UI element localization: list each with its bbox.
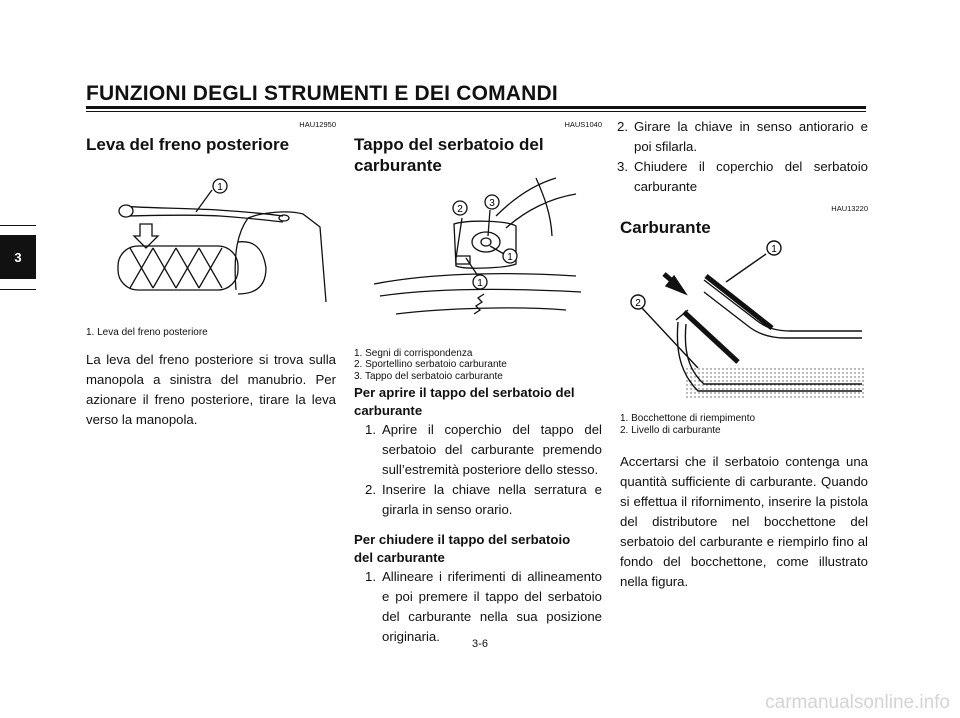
callout-number: 1	[217, 182, 223, 193]
section-code: HAU12950	[299, 120, 336, 129]
callout-number: 1	[477, 278, 483, 289]
figure-caption: 2. Livello di carburante	[620, 425, 721, 436]
figure-caption: 1. Leva del freno posteriore	[86, 327, 208, 338]
fuel-filler-neck-illustration	[626, 236, 866, 406]
section-title-fuel: Carburante	[620, 218, 711, 237]
page-number: 3-6	[472, 638, 488, 650]
figure-caption: 1. Segni di corrispondenza	[354, 348, 473, 359]
section-title-fuel-cap: Tappo del serbatoio del carburante	[354, 135, 544, 175]
chapter-tab-divider	[0, 289, 36, 290]
section-code: HAUS1040	[564, 120, 602, 129]
open-fuel-cap-heading: Per aprire il tappo del serbatoio del carburante	[354, 385, 575, 418]
list-item: 1. Allineare i riferimenti di allineamento e poi premere il tappo del serbatoio del carburante nella sua posizione originaria.	[365, 569, 602, 644]
list-item: 3. Chiudere il coperchio del serbatoio carburante	[617, 159, 868, 194]
list-item: 2. Inserire la chiave nella serratura e girarla in senso orario.	[365, 482, 602, 517]
header-rule	[86, 106, 866, 109]
continued-steps-list	[606, 117, 868, 197]
header-rule-thin	[86, 111, 866, 112]
list-item: 2. Girare la chiave in senso antiorario e poi sfilarla.	[617, 119, 868, 154]
callout-number: 1	[771, 244, 777, 255]
fuel-body-text: Accertarsi che il serbatoio contenga una quantità sufficiente di carburante. Quando si effettua il rifornimento, inserire la pistola del distributore nel bocchettone del serbatoio del carburante e riempirlo fino al fondo del bocchettone, come illustrato nella figura.	[620, 454, 868, 589]
open-steps-list	[354, 420, 602, 520]
section-code: HAU13220	[831, 204, 868, 213]
callout-number: 1	[507, 252, 513, 263]
rear-brake-lever-illustration	[98, 172, 338, 312]
list-item: 1. Aprire il coperchio del tappo del serbatoio del carburante premendo sull’estremità posteriore dello stesso.	[365, 422, 602, 477]
callout-number: 2	[457, 204, 463, 215]
close-steps-list	[354, 567, 602, 647]
close-fuel-cap-heading: Per chiudere il tappo del serbatoio del carburante	[354, 532, 571, 565]
chapter-tab: 3	[0, 235, 36, 279]
figure-caption: 1. Bocchettone di riempimento	[620, 413, 756, 424]
fuel-cap-illustration	[366, 176, 596, 336]
page-header-title: FUNZIONI DEGLI STRUMENTI E DEI COMANDI	[86, 82, 558, 105]
callout-number: 3	[489, 198, 495, 209]
watermark: carmanualsonline.info	[765, 692, 950, 713]
chapter-tab-divider	[0, 225, 36, 226]
section-title-rear-brake: Leva del freno posteriore	[86, 135, 290, 154]
figure-caption: 2. Sportellino serbatoio carburante	[354, 359, 507, 370]
rear-brake-body-text: La leva del freno posteriore si trova sulla manopola a sinistra del manubrio. Per azionare il freno posteriore, tirare la leva verso la manopola.	[86, 352, 336, 427]
callout-number: 2	[635, 298, 641, 309]
figure-caption: 3. Tappo del serbatoio carburante	[354, 371, 503, 382]
